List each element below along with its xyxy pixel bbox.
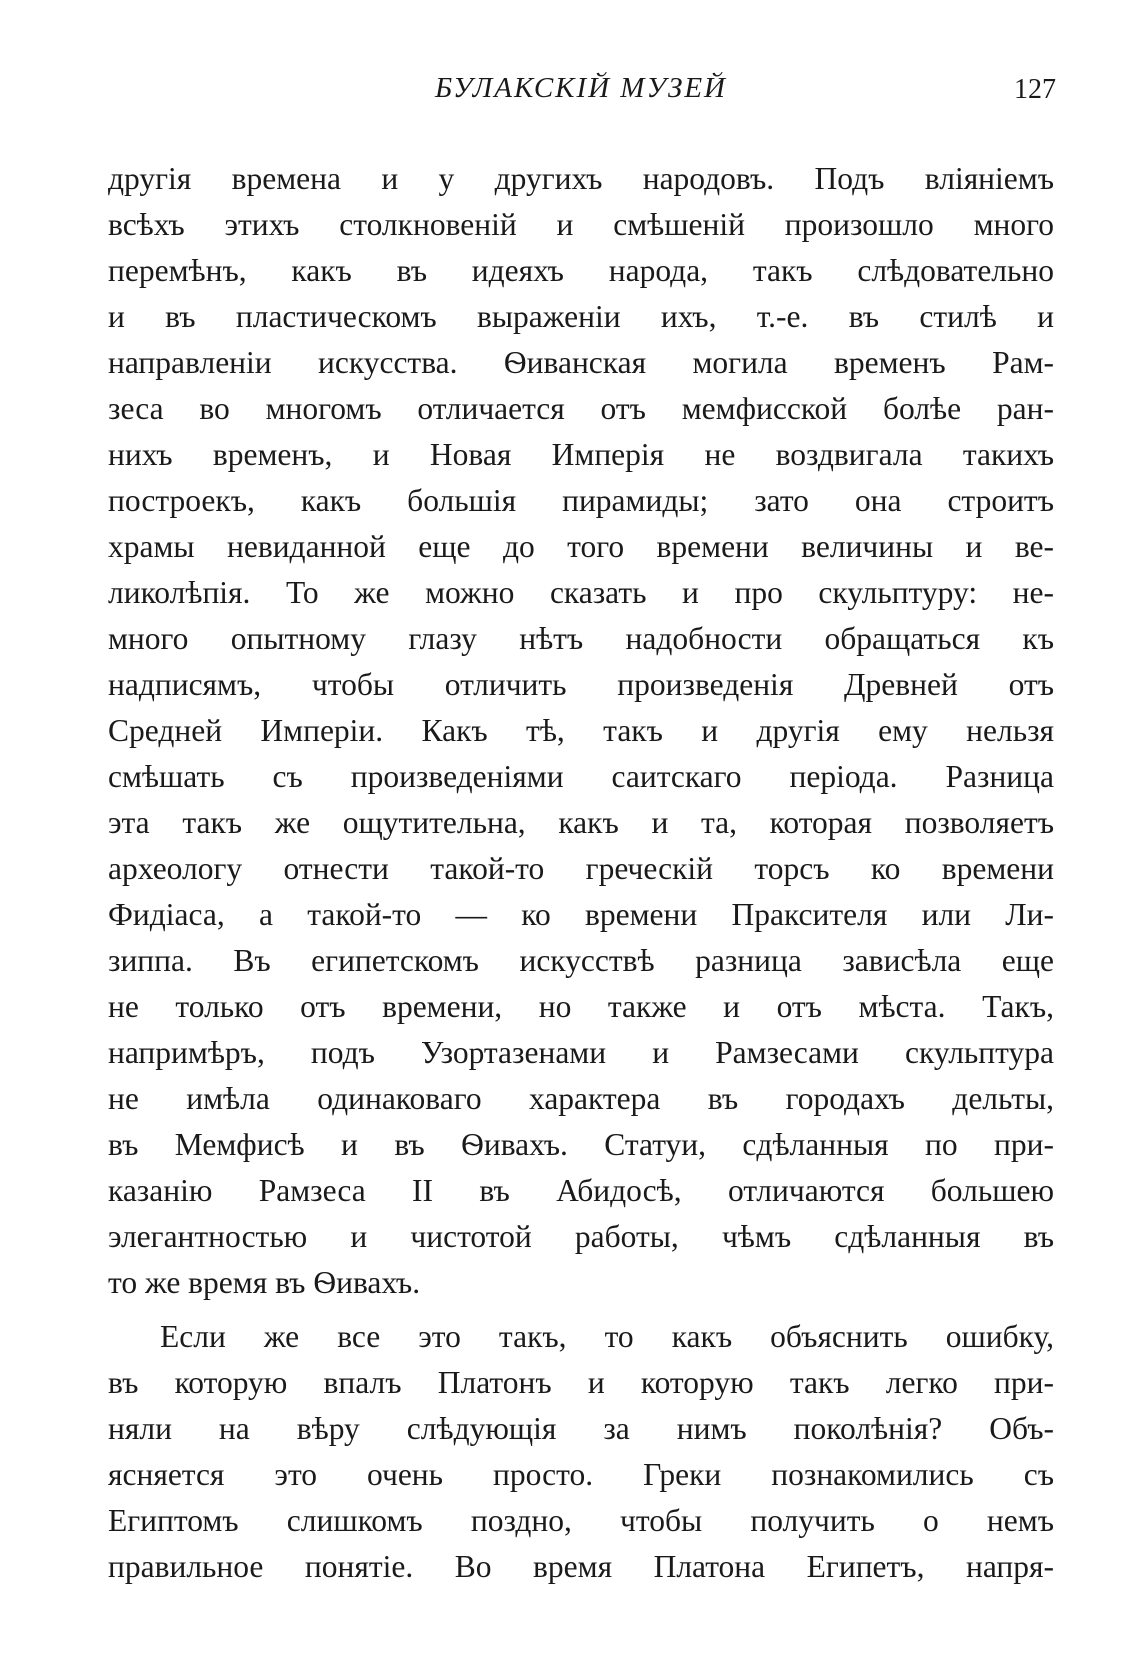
paragraph-1 [108,156,1054,1306]
text-line: нихъ временъ, и Новая Имперія не воздвигала такихъ [108,437,1054,472]
running-head [106,72,1056,112]
text-line: направленіи искусства. Ѳиванская могила временъ Рам- [108,345,1054,380]
text-line: смѣшать съ произведеніями саитскаго періода. Разница [108,759,1054,794]
text-line: и въ пластическомъ выраженіи ихъ, т.-е. въ стилѣ и [108,299,1054,334]
text-line: Если же все это такъ, то какъ объяснить ошибку, [160,1319,1054,1354]
text-line: ликолѣпія. То же можно сказать и про скульптуру: не- [108,575,1054,610]
text-line: археологу отнести такой-то греческій торсъ ко времени [108,851,1054,886]
paragraph-2 [108,1314,1054,1590]
text-line: зиппа. Въ египетскомъ искусствѣ разница зависѣла еще [108,943,1054,978]
page-number: 127 [1014,74,1056,105]
text-line: не имѣла одинаковаго характера въ городахъ дельты, [108,1081,1054,1116]
text-line: перемѣнъ, какъ въ идеяхъ народа, такъ слѣдовательно [108,253,1054,288]
text-line: въ которую впалъ Платонъ и которую такъ легко при- [108,1365,1054,1400]
text-line: ясняется это очень просто. Греки познакомились съ [108,1457,1054,1492]
text-line: элегантностью и чистотой работы, чѣмъ сдѣланныя въ [108,1219,1054,1254]
text-line: храмы невиданной еще до того времени величины и ве- [108,529,1054,564]
text-line: зеса во многомъ отличается отъ мемфисской болѣе ран- [108,391,1054,426]
text-line: много опытному глазу нѣтъ надобности обращаться къ [108,621,1054,656]
text-line: не только отъ времени, но также и отъ мѣста. Такъ, [108,989,1054,1024]
text-line: въ Мемфисѣ и въ Ѳивахъ. Статуи, сдѣланныя по при- [108,1127,1054,1162]
text-line: надписямъ, чтобы отличить произведенія Древней отъ [108,667,1054,702]
text-line: Фидіаса, а такой-то — ко времени Праксителя или Ли- [108,897,1054,932]
text-line: построекъ, какъ большія пирамиды; зато она строитъ [108,483,1054,518]
paragraph-gap [108,1306,1054,1314]
text-line: казанію Рамзеса II въ Абидосѣ, отличаются большею [108,1173,1054,1208]
text-line: правильное понятіе. Во время Платона Египетъ, напря- [108,1549,1054,1584]
text-line: то же время въ Ѳивахъ. [108,1265,421,1300]
running-title: БУЛАКСКІЙ МУЗЕЙ [435,72,727,104]
text-line: всѣхъ этихъ столкновеній и смѣшеній произошло много [108,207,1054,242]
text-line: напримѣръ, подъ Узортазенами и Рамзесами скульптура [108,1035,1054,1070]
text-line: Египтомъ слишкомъ поздно, чтобы получить о немъ [108,1503,1054,1538]
text-line: няли на вѣру слѣдующія за нимъ поколѣнія? Объ- [108,1411,1054,1446]
text-body [108,156,1054,1590]
text-line: другія времена и у другихъ народовъ. Подъ вліяніемъ [108,161,1054,196]
text-line: эта такъ же ощутительна, какъ и та, которая позволяетъ [108,805,1054,840]
text-line: Средней Имперіи. Какъ тѣ, такъ и другія ему нельзя [108,713,1054,748]
